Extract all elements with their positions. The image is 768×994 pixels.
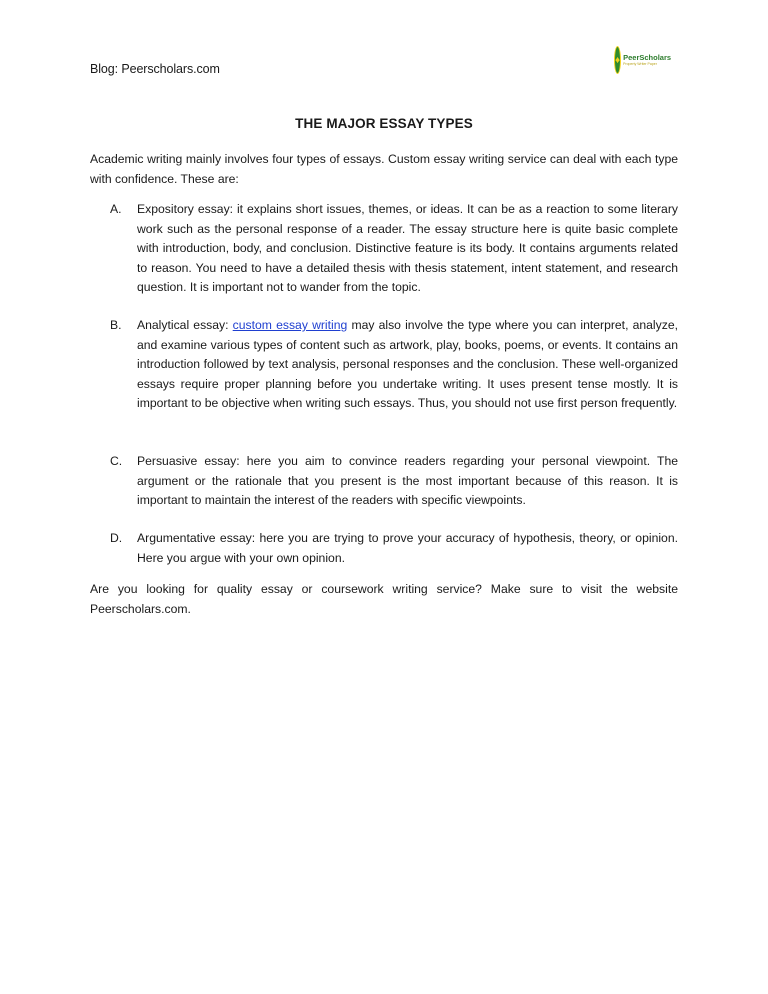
closing-paragraph: Are you looking for quality essay or coursework writing service? Make sure to visit the website Peerscholars.com. <box>90 582 678 616</box>
list-item-text: Persuasive essay: here you aim to convince readers regarding your personal viewpoint. The argument or the rationale that you present is the most important because of this reason. It is important to maintain the interest of the readers with specific viewpoints. <box>137 454 678 508</box>
peerscholars-logo <box>614 44 672 76</box>
list-marker: C. <box>110 454 123 468</box>
list-item-analytical <box>110 316 678 414</box>
logo-tagline: Property Writer Paper <box>623 62 657 66</box>
logo-text <box>623 54 671 67</box>
document-title: THE MAJOR ESSAY TYPES <box>295 116 473 131</box>
list-marker: B. <box>110 318 122 332</box>
list-item-argumentative <box>110 529 678 568</box>
list-item-text-after: may also involve the type where you can interpret, analyze, and examine various types of content such as artwork, play, books, poems, or events. It contains an introduction followed by text analysis, personal responses and the conclusion. These well-organized essays require proper planning before you undertake writing. It uses present tense mostly. It is important to be objective when writing such essays. Thus, you should not use first person frequently. <box>137 318 678 411</box>
list-item-text <box>137 316 678 414</box>
list-item-text: Expository essay: it explains short issues, themes, or ideas. It can be as a reaction to some literary work such as the personal response of a reader. The essay structure here is quite basic complete with introduction, body, and conclusion. Distinctive feature is its body. It contains arguments related to reason. You need to have a detailed thesis with thesis statement, intent statement, and research question. It is important not to wander from the topic. <box>137 202 678 295</box>
list-item-persuasive <box>110 452 678 511</box>
logo-mark-icon: ♦ <box>614 46 621 74</box>
logo-name: PeerScholars <box>623 52 672 62</box>
list-marker: D. <box>110 531 123 545</box>
list-item-text-before: Analytical essay: <box>137 318 233 332</box>
list-item-expository <box>110 200 678 298</box>
list-marker: A. <box>110 202 122 216</box>
intro-paragraph: Academic writing mainly involves four types of essays. Custom essay writing service can deal with each type with confidence. These are: <box>90 152 678 186</box>
blog-header: Blog: Peerscholars.com <box>90 62 220 76</box>
custom-essay-writing-link[interactable]: custom essay writing <box>232 318 348 332</box>
list-item-text: Argumentative essay: here you are trying to prove your accuracy of hypothesis, theory, or opinion. Here you argue with your own opinion. <box>137 531 678 565</box>
